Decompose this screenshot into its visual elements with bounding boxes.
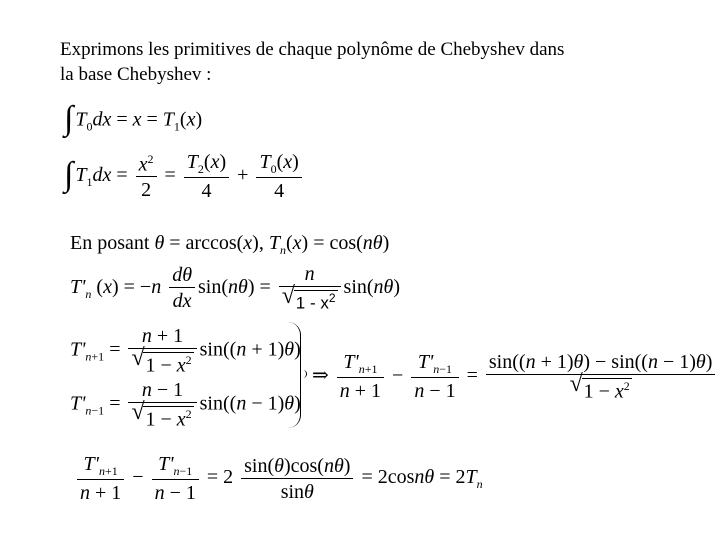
equation-integral-t1: ∫ $T_1dx$ = $\frac{x^2}{2}$ = $\frac{T_2(x)}{4}$ + $\frac{T_0(x)}{4}$ <box>64 152 305 201</box>
equation-substitution: En posant θ = arccos(x), $T_n(x) = \cos(n\theta)$ <box>70 232 390 257</box>
intro-paragraph <box>60 37 660 87</box>
equation-implication: ⇒ $\frac{T'_{n+1}}{n + 1}$ − $\frac{T'_{n-1}}{n - 1}$ = sin((n + 1)θ) − sin((n − 1)θ) √ $1 - x^2$ <box>312 352 718 402</box>
equation-derivative-tn-minus-1: $T'_{n-1}$ = n − 1 √ $1 - x^2$ sin((n − 1)θ) <box>70 379 301 431</box>
equation-derivative-tn-plus-1: $T'_{n+1}$ = n + 1 √ $1 - x^2$ sin((n + 1)θ) <box>70 325 301 377</box>
substitution-label: En posant <box>70 232 150 254</box>
equation-derivative-tn: $T'_n$ (x) = −n $\frac{d\theta}{dx}$ sin(nθ) = n √ $1 - x^2$ sin(nθ) <box>70 263 401 313</box>
equation-integral-t0: ∫ $T_0dx = x = T_1(x)$ <box>64 100 203 137</box>
intro-line-2: la base Chebyshev : <box>60 64 212 85</box>
right-brace <box>288 322 301 428</box>
equation-result: $\frac{T'_{n+1}}{n + 1}$ − $\frac{T'_{n-1}}{n - 1}$ = 2 $\frac{\sin(\theta)\cos(n\theta)}{\sin\theta}$ = $2\cos n\theta = 2T_n$ <box>74 454 483 503</box>
intro-line-1: Exprimons les primitives de chaque polynôme de Chebyshev dans <box>60 39 565 60</box>
